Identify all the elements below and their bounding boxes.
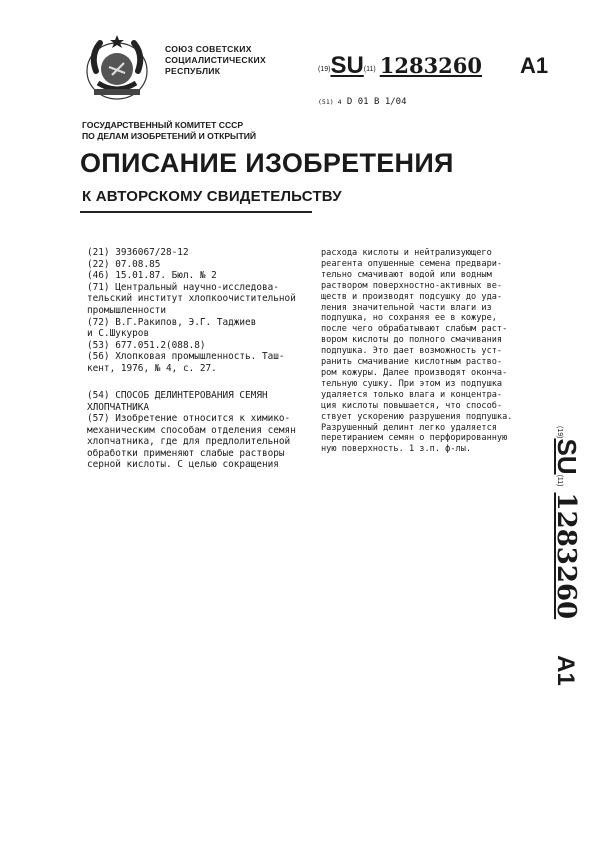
vertical-country-code: SU (552, 438, 582, 475)
document-subtitle: К АВТОРСКОМУ СВИДЕТЕЛЬСТВУ (82, 188, 342, 205)
abstract-line: вором кислоты до полного смачивания (321, 335, 503, 346)
biblio-line: промышленности (87, 304, 167, 316)
publication-number-block (318, 52, 548, 80)
biblio-line: кент, 1976, № 4, с. 27. (87, 362, 217, 374)
biblio-line: (56) Хлопковая промышленность. Таш- (87, 351, 285, 363)
biblio-line: и С.Шукуров (87, 328, 150, 340)
bibliographic-data (87, 247, 315, 375)
abstract-line: удаляется только влага и концентра- (321, 389, 503, 400)
biblio-line: (46) 15.01.87. Бюл. № 2 (87, 270, 217, 282)
committee-name (82, 120, 256, 141)
biblio-line: (22) 07.08.85 (87, 258, 161, 270)
abstract-line: Разрушенный делинт легко удаляется (321, 422, 497, 433)
divider (80, 211, 312, 213)
abstract-line: ция кислоты повышается, что способ- (321, 400, 503, 411)
abstract-line: ную поверхность. 1 з.п. ф-лы. (321, 444, 472, 455)
committee-line: ГОСУДАРСТВЕННЫЙ КОМИТЕТ СССР (82, 120, 244, 130)
biblio-line: (53) 677.051.2(088.8) (87, 339, 206, 351)
abstract-line: хлопчатника, где для предлолительной (87, 436, 291, 448)
abstract-right-column (321, 248, 521, 455)
biblio-line: (72) В.Г.Ракипов, Э.Г. Таджиев (87, 316, 257, 328)
document-title: ОПИСАНИЕ ИЗОБРЕТЕНИЯ (80, 148, 454, 178)
biblio-line: тельский институт хлопкоочистительной (87, 293, 296, 305)
abstract-line: перетиранием семян о перфорированную (321, 433, 508, 444)
abstract-line: подпушка. Это дает возможность уст- (321, 346, 503, 357)
abstract-line: обработки применяют слабые растворы (87, 447, 285, 459)
ipc-code: D 01 B 1/04 (346, 97, 407, 107)
publication-number: 1283260 (379, 53, 483, 78)
abstract-line: ствует ускорению разрушения подпушка. (321, 411, 513, 422)
invention-title-line: ХЛОПЧАТНИКА (87, 401, 150, 413)
abstract-line: (57) Изобретение относится к химико- (87, 413, 291, 424)
biblio-line: (21) 3936067/28-12 (87, 247, 189, 258)
ipc-classification (318, 97, 407, 107)
country-name (165, 44, 266, 77)
biblio-line: (71) Центральный научно-исследова- (87, 281, 279, 293)
abstract-line: ществ и производят подсушку до уда- (321, 291, 503, 302)
abstract-line: расхода кислоты и нейтрализующего (321, 248, 492, 258)
country-name-line: СОЮЗ СОВЕТСКИХ (165, 44, 252, 54)
ipc-tag: (51) 4 (318, 98, 342, 106)
country-name-line: СОЦИАЛИСТИЧЕСКИХ (165, 55, 266, 65)
country-tag: (19) (318, 66, 331, 73)
committee-line: ПО ДЕЛАМ ИЗОБРЕТЕНИЙ И ОТКРЫТИЙ (82, 130, 257, 141)
vertical-publication-number (538, 426, 584, 686)
invention-title (87, 390, 315, 413)
abstract-line: ром кожуры. Далее производят оконча- (321, 367, 508, 378)
abstract-line: серной кислоты. С целью сокращения (87, 459, 279, 471)
abstract-line: после чего обрабатывают слабым раст- (321, 324, 508, 335)
abstract-line: подпушка, но сохраняя ее в кожуре, (321, 313, 497, 324)
invention-title-line: (54) СПОСОБ ДЕЛИНТЕРОВАНИЯ СЕМЯН (87, 390, 268, 401)
vertical-kind-code: A1 (552, 655, 579, 686)
kind-code: A1 (520, 53, 549, 78)
abstract-line: реагента опушенные семена предвари- (321, 258, 503, 269)
abstract-line: ления значительной части влаги из (321, 302, 492, 313)
abstract-line: ранить смачивание кислотным раство- (321, 357, 503, 368)
vertical-number-tag: (11) (556, 474, 563, 487)
vertical-number: 1283260 (551, 492, 581, 620)
number-tag: (11) (363, 66, 376, 73)
ussr-emblem-icon (76, 33, 158, 103)
country-name-line: РЕСПУБЛИК (165, 66, 221, 76)
country-code: SU (330, 52, 364, 79)
abstract-line: механическим способам отделения семян (87, 424, 296, 436)
abstract-line: раствором поверхностно-активных ве- (321, 280, 503, 291)
vertical-country-tag: (19) (556, 426, 563, 439)
abstract-line: тельную сушку. При этом из подпушка (321, 378, 503, 389)
abstract-line: тельно смачивают водой или водным (321, 269, 492, 280)
abstract-left-column (87, 413, 315, 471)
